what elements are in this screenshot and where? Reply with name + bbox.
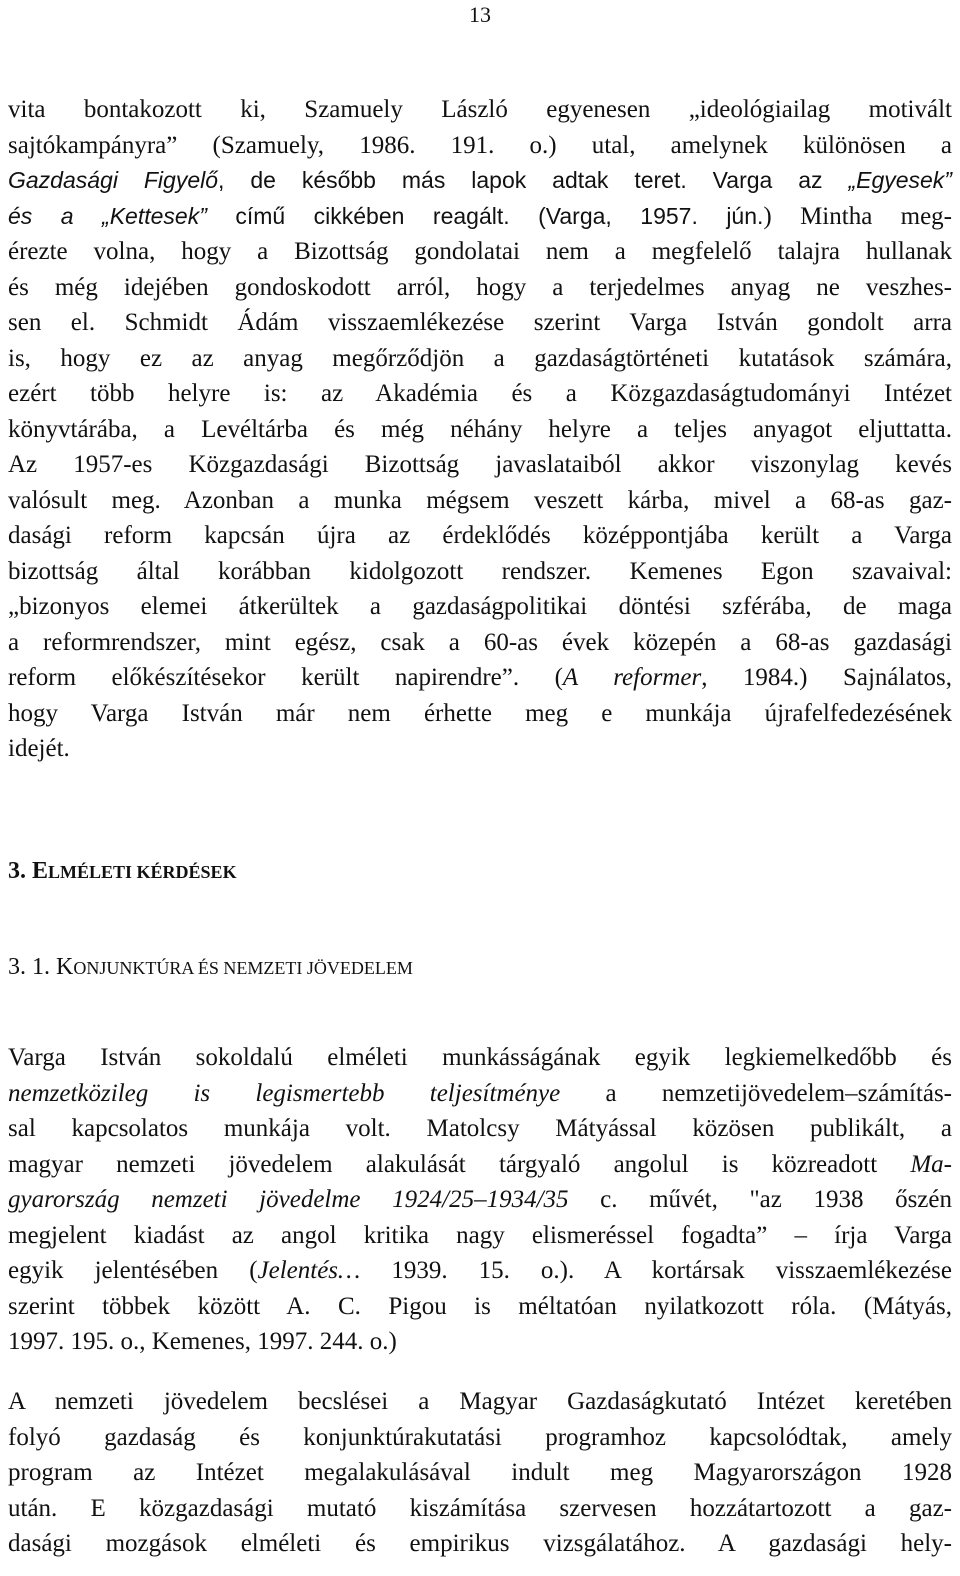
text-line	[8, 1076, 952, 1112]
text-segment: a nemzetijövedelem–számítás-	[560, 1079, 952, 1107]
text-line: valósult meg. Azonban a munka mégsem veszett kárba, mivel a 68-as gaz-	[8, 486, 952, 514]
text-line: folyó gazdaság és konjunktúrakutatási programhoz kapcsolódtak, amely	[8, 1423, 952, 1451]
text-line: „bizonyos elemei átkerültek a gazdaságpolitikai döntési szférába, de maga	[8, 593, 952, 620]
text-line: is, hogy ez az anyag megőrződjön a gazdaságtörténeti kutatások számára,	[8, 344, 952, 372]
text-segment: című cikkében reagált. (Varga, 1957. jún.	[206, 202, 764, 229]
text-line: Varga István sokoldalú elméleti munkásságának egyik legkiemelkedőbb és	[8, 1044, 952, 1071]
heading-smallcaps: ONJUNKTÚRA ÉS NEMZETI JÖVEDELEM	[73, 958, 413, 978]
heading-number: 3.	[8, 858, 32, 884]
text-line: könyvtárába, a Levéltárba és még néhány helyre a teljes anyagot eljuttatta.	[8, 415, 952, 443]
text-segment: ) Mintha meg-	[763, 202, 952, 230]
heading-initial: E	[32, 858, 49, 884]
heading-smallcaps: LMÉLETI KÉRDÉSEK	[48, 862, 237, 882]
text-line: idejét.	[8, 735, 70, 762]
section-heading	[8, 858, 237, 885]
text-line: megjelent kiadást az angol kritika nagy elismeréssel fogadta” – írja Varga	[8, 1221, 952, 1249]
text-line: dasági mozgások elméleti és empirikus vizsgálatához. A gazdasági hely-	[8, 1530, 952, 1557]
text-line	[8, 1147, 952, 1183]
text-line: program az Intézet megalakulásával indult meg Magyarországon 1928	[8, 1459, 952, 1486]
text-line	[8, 199, 952, 235]
paragraph-estimates	[8, 1384, 952, 1562]
text-line: után. E közgazdasági mutató kiszámítása szervesen hozzátartozott a gaz-	[8, 1494, 952, 1522]
text-line: vita bontakozott ki, Szamuely László egyenesen „ideológiailag motivált	[8, 96, 952, 123]
heading-initial: K	[56, 954, 74, 980]
text-line	[8, 660, 952, 696]
text-segment: egyik jelentésében (	[8, 1257, 258, 1284]
text-line: a reformrendszer, mint egész, csak a 60-as évek közepén a 68-as gazdasági	[8, 628, 952, 656]
italic-source-title: A reformer	[562, 664, 702, 691]
italic-article-title: „Egyesek”	[848, 167, 952, 193]
text-line	[8, 1182, 952, 1218]
text-line: dasági reform kapcsán újra az érdeklődés középpontjába került a Varga	[8, 522, 952, 549]
text-line: érezte volna, hogy a Bizottság gondolatai nem a megfelelő talajra hullanak	[8, 238, 952, 265]
paragraph-intro	[8, 92, 952, 767]
text-segment: , 1984.) Sajnálatos,	[701, 664, 952, 691]
italic-article-title: és a „Kettesek”	[8, 202, 207, 229]
subsection-heading	[8, 954, 413, 981]
italic-book-title: Ma-	[910, 1150, 952, 1178]
text-line: hogy Varga István már nem érhette meg e munkája újrafelfedezésének	[8, 699, 952, 727]
heading-number: 3. 1.	[8, 954, 56, 980]
text-segment: magyar nemzeti jövedelem alakulását tárgyaló angolul is közreadott	[8, 1150, 911, 1178]
text-segment: reform előkészítésekor került napirendre”. (	[8, 664, 563, 691]
page-number: 13	[469, 2, 491, 27]
paragraph-national-income	[8, 1040, 952, 1360]
text-line: A nemzeti jövedelem becslései a Magyar Gazdaságkutató Intézet keretében	[8, 1388, 952, 1415]
text-line: bizottság által korábban kidolgozott rendszer. Kemenes Egon szavaival:	[8, 557, 952, 585]
italic-report-title: Jelentés…	[257, 1257, 361, 1284]
text-line: sal kapcsolatos munkája volt. Matolcsy Mátyással közösen publikált, a	[8, 1115, 952, 1142]
text-line: és még idejében gondoskodott arról, hogy a terjedelmes anyag ne veszhes-	[8, 273, 952, 301]
text-line: Az 1957-es Közgazdasági Bizottság javaslataiból akkor viszonylag kevés	[8, 451, 952, 478]
text-segment: , de később más lapok adtak teret. Varga az	[218, 167, 849, 193]
text-segment: 1939. 15. o.). A kortársak visszaemlékezése	[360, 1257, 953, 1284]
italic-book-title: gyarország nemzeti jövedelme 1924/25–1934/35	[8, 1186, 569, 1213]
italic-phrase: nemzetközileg is legismertebb teljesítménye	[8, 1079, 561, 1107]
text-line: szerint többek között A. C. Pigou is méltatóan nyilatkozott róla. (Mátyás,	[8, 1292, 952, 1320]
text-segment: c. művét, "az 1938 őszén	[568, 1186, 952, 1213]
text-line	[8, 163, 952, 199]
text-line	[8, 1253, 952, 1289]
italic-journal-title: Gazdasági Figyelő	[8, 167, 219, 193]
text-line: ezért több helyre is: az Akadémia és a Közgazdaságtudományi Intézet	[8, 380, 952, 407]
text-line: sajtókampányra” (Szamuely, 1986. 191. o.) utal, amelynek különösen a	[8, 131, 952, 159]
text-line: sen el. Schmidt Ádám visszaemlékezése szerint Varga István gondolt arra	[8, 309, 952, 336]
text-line: 1997. 195. o., Kemenes, 1997. 244. o.)	[8, 1328, 397, 1355]
